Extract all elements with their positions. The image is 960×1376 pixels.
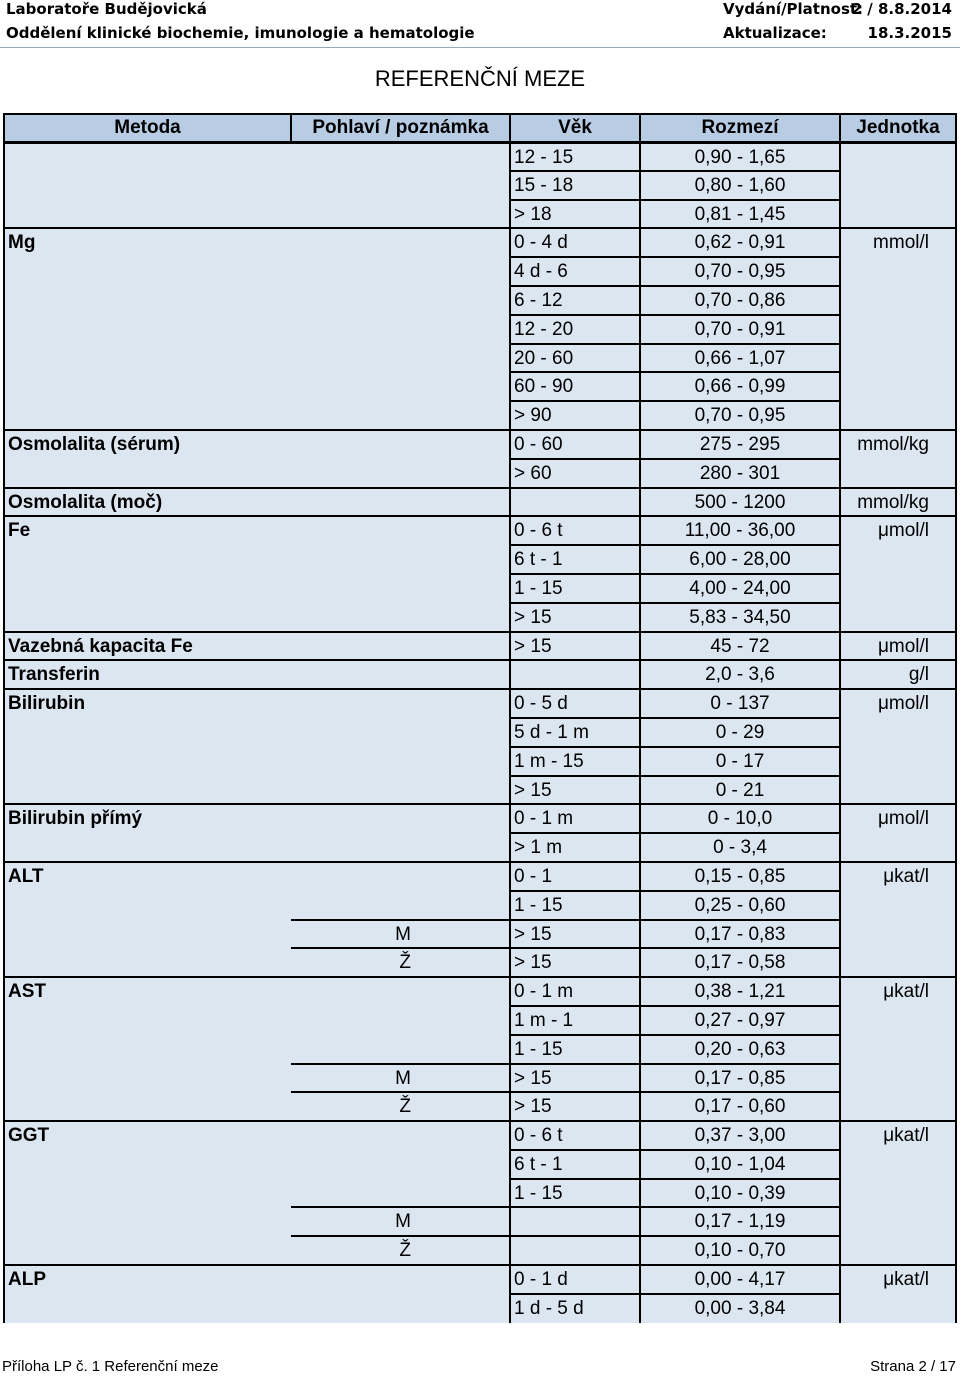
age-cell: 0 - 6 t xyxy=(510,516,640,545)
range-cell: 0,17 - 0,83 xyxy=(640,920,840,949)
table-row xyxy=(4,804,956,833)
age-cell: 0 - 1 m xyxy=(510,804,640,833)
table-row xyxy=(4,142,956,171)
method-cell xyxy=(4,1236,291,1265)
age-cell: > 90 xyxy=(510,401,640,430)
table-row xyxy=(4,574,956,603)
range-cell: 0,15 - 0,85 xyxy=(640,862,840,891)
table-row xyxy=(4,401,956,430)
column-header-method: Metoda xyxy=(4,114,291,142)
age-cell: > 15 xyxy=(510,1092,640,1121)
update-value: 18.3.2015 xyxy=(867,24,952,42)
table-row xyxy=(4,833,956,862)
table-row xyxy=(4,315,956,344)
sex-note-cell xyxy=(291,977,510,1006)
table-row xyxy=(4,920,956,949)
range-cell: 0 - 3,4 xyxy=(640,833,840,862)
table-row xyxy=(4,1150,956,1179)
age-cell xyxy=(510,1207,640,1236)
header-divider xyxy=(0,47,960,48)
age-cell: 6 t - 1 xyxy=(510,545,640,574)
age-cell: > 1 m xyxy=(510,833,640,862)
unit-cell xyxy=(840,1294,956,1323)
method-cell xyxy=(4,891,291,920)
unit-cell xyxy=(840,1035,956,1064)
method-cell: GGT xyxy=(4,1121,291,1150)
age-cell: 5 d - 1 m xyxy=(510,718,640,747)
range-cell: 0,66 - 0,99 xyxy=(640,372,840,401)
table-row xyxy=(4,459,956,488)
method-cell xyxy=(4,545,291,574)
age-cell: > 15 xyxy=(510,1064,640,1093)
unit-cell: μmol/l xyxy=(840,632,956,661)
footer-page-number: Strana 2 / 17 xyxy=(870,1358,956,1375)
age-cell: 0 - 1 xyxy=(510,862,640,891)
table-row xyxy=(4,689,956,718)
range-cell: 275 - 295 xyxy=(640,430,840,459)
age-cell: 12 - 15 xyxy=(510,142,640,171)
range-cell: 0,80 - 1,60 xyxy=(640,171,840,200)
sex-note-cell xyxy=(291,516,510,545)
table-row xyxy=(4,603,956,632)
unit-cell: μkat/l xyxy=(840,1121,956,1150)
sex-note-cell xyxy=(291,718,510,747)
unit-cell xyxy=(840,1006,956,1035)
age-cell: > 15 xyxy=(510,776,640,805)
table-row xyxy=(4,747,956,776)
sex-note-cell xyxy=(291,257,510,286)
unit-cell xyxy=(840,1092,956,1121)
sex-note-cell: M xyxy=(291,1064,510,1093)
table-row xyxy=(4,977,956,1006)
method-cell xyxy=(4,1064,291,1093)
table-row xyxy=(4,891,956,920)
sex-note-cell xyxy=(291,459,510,488)
range-cell: 0,10 - 0,70 xyxy=(640,1236,840,1265)
method-cell xyxy=(4,459,291,488)
table-row xyxy=(4,200,956,229)
method-cell xyxy=(4,1150,291,1179)
unit-cell: mmol/l xyxy=(840,228,956,257)
method-cell xyxy=(4,833,291,862)
page-title: REFERENČNÍ MEZE xyxy=(374,66,586,91)
method-cell xyxy=(4,1207,291,1236)
sex-note-cell xyxy=(291,344,510,373)
method-cell: Osmolalita (moč) xyxy=(4,488,291,517)
method-cell: Osmolalita (sérum) xyxy=(4,430,291,459)
sex-note-cell xyxy=(291,1179,510,1208)
method-cell xyxy=(4,1035,291,1064)
method-cell xyxy=(4,1092,291,1121)
method-cell xyxy=(4,574,291,603)
sex-note-cell xyxy=(291,401,510,430)
column-header-age: Věk xyxy=(510,114,640,142)
age-cell: 0 - 1 m xyxy=(510,977,640,1006)
table-row xyxy=(4,660,956,689)
range-cell: 0 - 29 xyxy=(640,718,840,747)
range-cell: 0 - 17 xyxy=(640,747,840,776)
unit-cell: μmol/l xyxy=(840,689,956,718)
range-cell: 2,0 - 3,6 xyxy=(640,660,840,689)
unit-cell xyxy=(840,574,956,603)
age-cell: > 15 xyxy=(510,948,640,977)
sex-note-cell: Ž xyxy=(291,1236,510,1265)
range-cell: 0,17 - 0,60 xyxy=(640,1092,840,1121)
unit-cell xyxy=(840,372,956,401)
sex-note-cell xyxy=(291,660,510,689)
document-header-line-1 xyxy=(6,0,952,22)
sex-note-cell xyxy=(291,632,510,661)
unit-cell xyxy=(840,142,956,171)
method-cell: Bilirubin přímý xyxy=(4,804,291,833)
range-cell: 0,38 - 1,21 xyxy=(640,977,840,1006)
table-row xyxy=(4,1006,956,1035)
table-row xyxy=(4,430,956,459)
age-cell: 0 - 5 d xyxy=(510,689,640,718)
range-cell: 0,17 - 1,19 xyxy=(640,1207,840,1236)
age-cell: 1 m - 1 xyxy=(510,1006,640,1035)
age-cell: 1 - 15 xyxy=(510,1179,640,1208)
age-cell: 12 - 20 xyxy=(510,315,640,344)
range-cell: 0 - 10,0 xyxy=(640,804,840,833)
age-cell: 20 - 60 xyxy=(510,344,640,373)
unit-cell xyxy=(840,833,956,862)
sex-note-cell xyxy=(291,171,510,200)
sex-note-cell xyxy=(291,776,510,805)
table-row xyxy=(4,1121,956,1150)
method-cell xyxy=(4,200,291,229)
unit-cell xyxy=(840,344,956,373)
range-cell: 0,25 - 0,60 xyxy=(640,891,840,920)
age-cell: 1 - 15 xyxy=(510,891,640,920)
issue-label: Vydání/Platnost: xyxy=(723,0,864,18)
age-cell: > 15 xyxy=(510,603,640,632)
range-cell: 0,10 - 0,39 xyxy=(640,1179,840,1208)
range-cell: 0 - 137 xyxy=(640,689,840,718)
sex-note-cell xyxy=(291,1150,510,1179)
sex-note-cell xyxy=(291,603,510,632)
method-cell xyxy=(4,1294,291,1323)
unit-cell: μkat/l xyxy=(840,977,956,1006)
table-row xyxy=(4,1179,956,1208)
method-cell: Bilirubin xyxy=(4,689,291,718)
table-row xyxy=(4,1092,956,1121)
range-cell: 0,17 - 0,58 xyxy=(640,948,840,977)
issue-value: 2 / 8.8.2014 xyxy=(851,0,952,18)
sex-note-cell xyxy=(291,574,510,603)
table-row xyxy=(4,1207,956,1236)
method-cell xyxy=(4,142,291,171)
unit-cell xyxy=(840,891,956,920)
unit-cell xyxy=(840,257,956,286)
table-row xyxy=(4,344,956,373)
range-cell: 0,70 - 0,86 xyxy=(640,286,840,315)
method-cell xyxy=(4,948,291,977)
unit-cell xyxy=(840,315,956,344)
sex-note-cell xyxy=(291,545,510,574)
table-row xyxy=(4,1294,956,1323)
age-cell xyxy=(510,1236,640,1265)
column-header-range: Rozmezí xyxy=(640,114,840,142)
table-row xyxy=(4,862,956,891)
method-cell xyxy=(4,718,291,747)
method-cell xyxy=(4,603,291,632)
unit-cell xyxy=(840,603,956,632)
table-row xyxy=(4,545,956,574)
sex-note-cell xyxy=(291,1006,510,1035)
age-cell: 6 t - 1 xyxy=(510,1150,640,1179)
table-row xyxy=(4,516,956,545)
sex-note-cell xyxy=(291,372,510,401)
sex-note-cell xyxy=(291,286,510,315)
unit-cell xyxy=(840,545,956,574)
method-cell: ALT xyxy=(4,862,291,891)
sex-note-cell xyxy=(291,1121,510,1150)
reference-ranges-table xyxy=(3,113,957,1323)
range-cell: 6,00 - 28,00 xyxy=(640,545,840,574)
age-cell: 0 - 4 d xyxy=(510,228,640,257)
unit-cell: mmol/kg xyxy=(840,430,956,459)
department-name: Oddělení klinické biochemie, imunologie a hematologie xyxy=(6,24,475,42)
unit-cell xyxy=(840,948,956,977)
range-cell: 280 - 301 xyxy=(640,459,840,488)
age-cell: 1 - 15 xyxy=(510,1035,640,1064)
unit-cell: μmol/l xyxy=(840,516,956,545)
unit-cell xyxy=(840,776,956,805)
method-cell xyxy=(4,315,291,344)
table-row xyxy=(4,372,956,401)
unit-cell xyxy=(840,286,956,315)
method-cell xyxy=(4,344,291,373)
method-cell xyxy=(4,171,291,200)
footer-document-name: Příloha LP č. 1 Referenční meze xyxy=(2,1358,219,1375)
table-row xyxy=(4,718,956,747)
range-cell: 0,62 - 0,91 xyxy=(640,228,840,257)
range-cell: 0,37 - 3,00 xyxy=(640,1121,840,1150)
unit-cell xyxy=(840,401,956,430)
range-cell: 0,00 - 4,17 xyxy=(640,1265,840,1294)
unit-cell xyxy=(840,920,956,949)
unit-cell xyxy=(840,200,956,229)
age-cell: 0 - 1 d xyxy=(510,1265,640,1294)
range-cell: 0,17 - 0,85 xyxy=(640,1064,840,1093)
age-cell: 1 - 15 xyxy=(510,574,640,603)
unit-cell xyxy=(840,171,956,200)
range-cell: 0,81 - 1,45 xyxy=(640,200,840,229)
method-cell: ALP xyxy=(4,1265,291,1294)
age-cell: 4 d - 6 xyxy=(510,257,640,286)
method-cell xyxy=(4,1179,291,1208)
method-cell: Transferin xyxy=(4,660,291,689)
sex-note-cell xyxy=(291,488,510,517)
lab-name: Laboratoře Budějovická xyxy=(6,0,207,18)
method-cell: AST xyxy=(4,977,291,1006)
method-cell: Mg xyxy=(4,228,291,257)
table-row xyxy=(4,488,956,517)
method-cell xyxy=(4,1006,291,1035)
table-row xyxy=(4,257,956,286)
sex-note-cell xyxy=(291,200,510,229)
sex-note-cell xyxy=(291,747,510,776)
sex-note-cell xyxy=(291,833,510,862)
method-cell xyxy=(4,747,291,776)
table-row xyxy=(4,228,956,257)
table-row xyxy=(4,1236,956,1265)
sex-note-cell xyxy=(291,315,510,344)
age-cell: > 18 xyxy=(510,200,640,229)
sex-note-cell: Ž xyxy=(291,1092,510,1121)
update-label: Aktualizace: xyxy=(723,24,827,42)
range-cell: 45 - 72 xyxy=(640,632,840,661)
age-cell xyxy=(510,488,640,517)
unit-cell xyxy=(840,1179,956,1208)
unit-cell xyxy=(840,718,956,747)
unit-cell xyxy=(840,1207,956,1236)
range-cell: 4,00 - 24,00 xyxy=(640,574,840,603)
age-cell: > 15 xyxy=(510,920,640,949)
range-cell: 500 - 1200 xyxy=(640,488,840,517)
range-cell: 0,27 - 0,97 xyxy=(640,1006,840,1035)
table-row xyxy=(4,286,956,315)
sex-note-cell xyxy=(291,862,510,891)
age-cell xyxy=(510,660,640,689)
table-row xyxy=(4,1064,956,1093)
age-cell: 1 d - 5 d xyxy=(510,1294,640,1323)
table-row xyxy=(4,948,956,977)
range-cell: 0,70 - 0,95 xyxy=(640,257,840,286)
unit-cell xyxy=(840,1150,956,1179)
table-row xyxy=(4,776,956,805)
sex-note-cell: M xyxy=(291,1207,510,1236)
unit-cell: μmol/l xyxy=(840,804,956,833)
unit-cell xyxy=(840,1236,956,1265)
range-cell: 0,90 - 1,65 xyxy=(640,142,840,171)
column-header-unit: Jednotka xyxy=(840,114,956,142)
range-cell: 0,20 - 0,63 xyxy=(640,1035,840,1064)
unit-cell: μkat/l xyxy=(840,862,956,891)
sex-note-cell xyxy=(291,430,510,459)
age-cell: 0 - 60 xyxy=(510,430,640,459)
range-cell: 0,66 - 1,07 xyxy=(640,344,840,373)
table-row xyxy=(4,171,956,200)
table-header-row xyxy=(4,114,956,142)
method-cell xyxy=(4,401,291,430)
method-cell xyxy=(4,257,291,286)
age-cell: 15 - 18 xyxy=(510,171,640,200)
range-cell: 5,83 - 34,50 xyxy=(640,603,840,632)
age-cell: 1 m - 15 xyxy=(510,747,640,776)
range-cell: 0,10 - 1,04 xyxy=(640,1150,840,1179)
sex-note-cell: M xyxy=(291,920,510,949)
method-cell xyxy=(4,920,291,949)
document-header-line-2 xyxy=(6,24,952,46)
unit-cell xyxy=(840,459,956,488)
table-row xyxy=(4,1265,956,1294)
unit-cell: mmol/kg xyxy=(840,488,956,517)
range-cell: 11,00 - 36,00 xyxy=(640,516,840,545)
sex-note-cell xyxy=(291,228,510,257)
sex-note-cell xyxy=(291,1294,510,1323)
method-cell xyxy=(4,776,291,805)
method-cell: Vazebná kapacita Fe xyxy=(4,632,291,661)
sex-note-cell xyxy=(291,1265,510,1294)
sex-note-cell xyxy=(291,1035,510,1064)
table-body xyxy=(4,142,956,1323)
unit-cell: g/l xyxy=(840,660,956,689)
method-cell xyxy=(4,286,291,315)
sex-note-cell xyxy=(291,891,510,920)
range-cell: 0,70 - 0,91 xyxy=(640,315,840,344)
sex-note-cell xyxy=(291,804,510,833)
sex-note-cell: Ž xyxy=(291,948,510,977)
table-row xyxy=(4,632,956,661)
method-cell: Fe xyxy=(4,516,291,545)
method-cell xyxy=(4,372,291,401)
age-cell: 0 - 6 t xyxy=(510,1121,640,1150)
range-cell: 0,00 - 3,84 xyxy=(640,1294,840,1323)
age-cell: 6 - 12 xyxy=(510,286,640,315)
range-cell: 0,70 - 0,95 xyxy=(640,401,840,430)
range-cell: 0 - 21 xyxy=(640,776,840,805)
sex-note-cell xyxy=(291,689,510,718)
column-header-sex-note: Pohlaví / poznámka xyxy=(291,114,510,142)
unit-cell: μkat/l xyxy=(840,1265,956,1294)
age-cell: > 15 xyxy=(510,632,640,661)
unit-cell xyxy=(840,747,956,776)
unit-cell xyxy=(840,1064,956,1093)
table-row xyxy=(4,1035,956,1064)
age-cell: 60 - 90 xyxy=(510,372,640,401)
age-cell: > 60 xyxy=(510,459,640,488)
sex-note-cell xyxy=(291,142,510,171)
